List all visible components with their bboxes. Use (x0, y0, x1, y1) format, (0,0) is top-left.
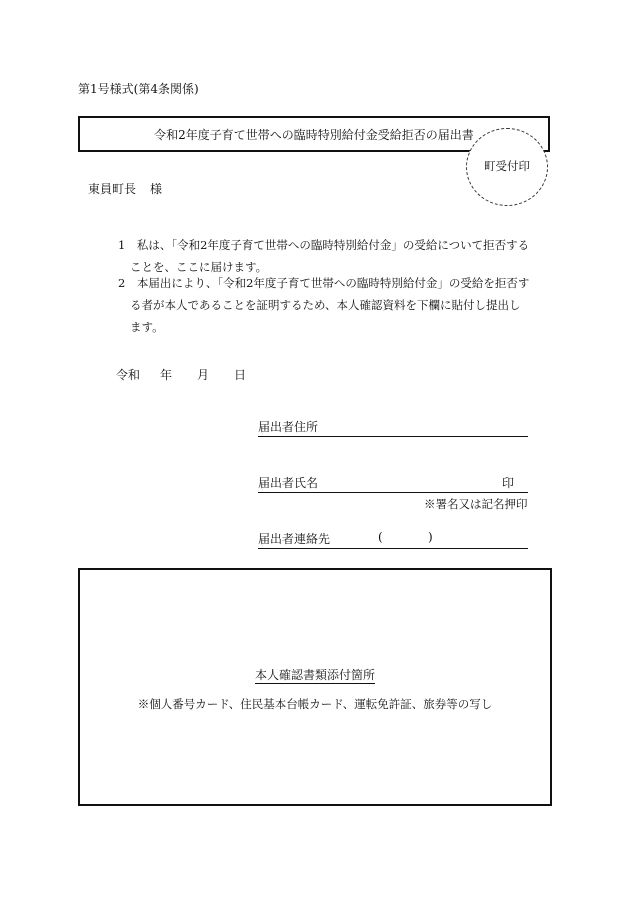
paragraph-2: 2 本届出により、「令和2年度子育て世帯への臨時特別給付金」の受給を拒否する者が本人であることを証明するため、本人確認資料を下欄に貼付し提出します。 (118, 276, 530, 334)
contact-paren-close: ) (428, 530, 433, 544)
id-section-title-wrap (80, 666, 550, 683)
contact-label: 届出者連絡先 (258, 532, 331, 546)
contact-paren-open: ( (378, 530, 383, 544)
name-field[interactable] (258, 474, 528, 493)
date-year-label: 年 (160, 368, 173, 382)
address-label: 届出者住所 (258, 420, 319, 434)
document-title: 令和2年度子育て世帯への臨時特別給付金受給拒否の届出書 (154, 127, 474, 142)
reception-stamp-label: 町受付印 (484, 159, 530, 173)
date-era: 令和 (116, 368, 141, 382)
date-day-label: 日 (234, 368, 247, 382)
paragraph-1: 1 私は、「令和2年度子育て世帯への臨時特別給付金」の受給について拒否することを、ここに届けます。 (118, 238, 530, 274)
signature-note: ※署名又は記名押印 (424, 497, 528, 511)
addressee-name: 東員町長 (88, 182, 137, 196)
form-number: 第1号様式(第4条関係) (78, 82, 199, 96)
address-field[interactable] (258, 418, 528, 437)
addressee-honorific: 様 (150, 182, 163, 196)
seal-mark: 印 (501, 476, 514, 490)
id-section-title: 本人確認書類添付箇所 (254, 668, 375, 682)
date-row (116, 366, 246, 383)
id-section-description: ※個人番号カード、住民基本台帳カード、運転免許証、旅券等の写し (137, 697, 493, 711)
addressee (88, 180, 162, 197)
name-label: 届出者氏名 (258, 476, 319, 490)
contact-field[interactable] (258, 530, 528, 549)
date-month-label: 月 (197, 368, 210, 382)
id-document-box (78, 568, 552, 806)
